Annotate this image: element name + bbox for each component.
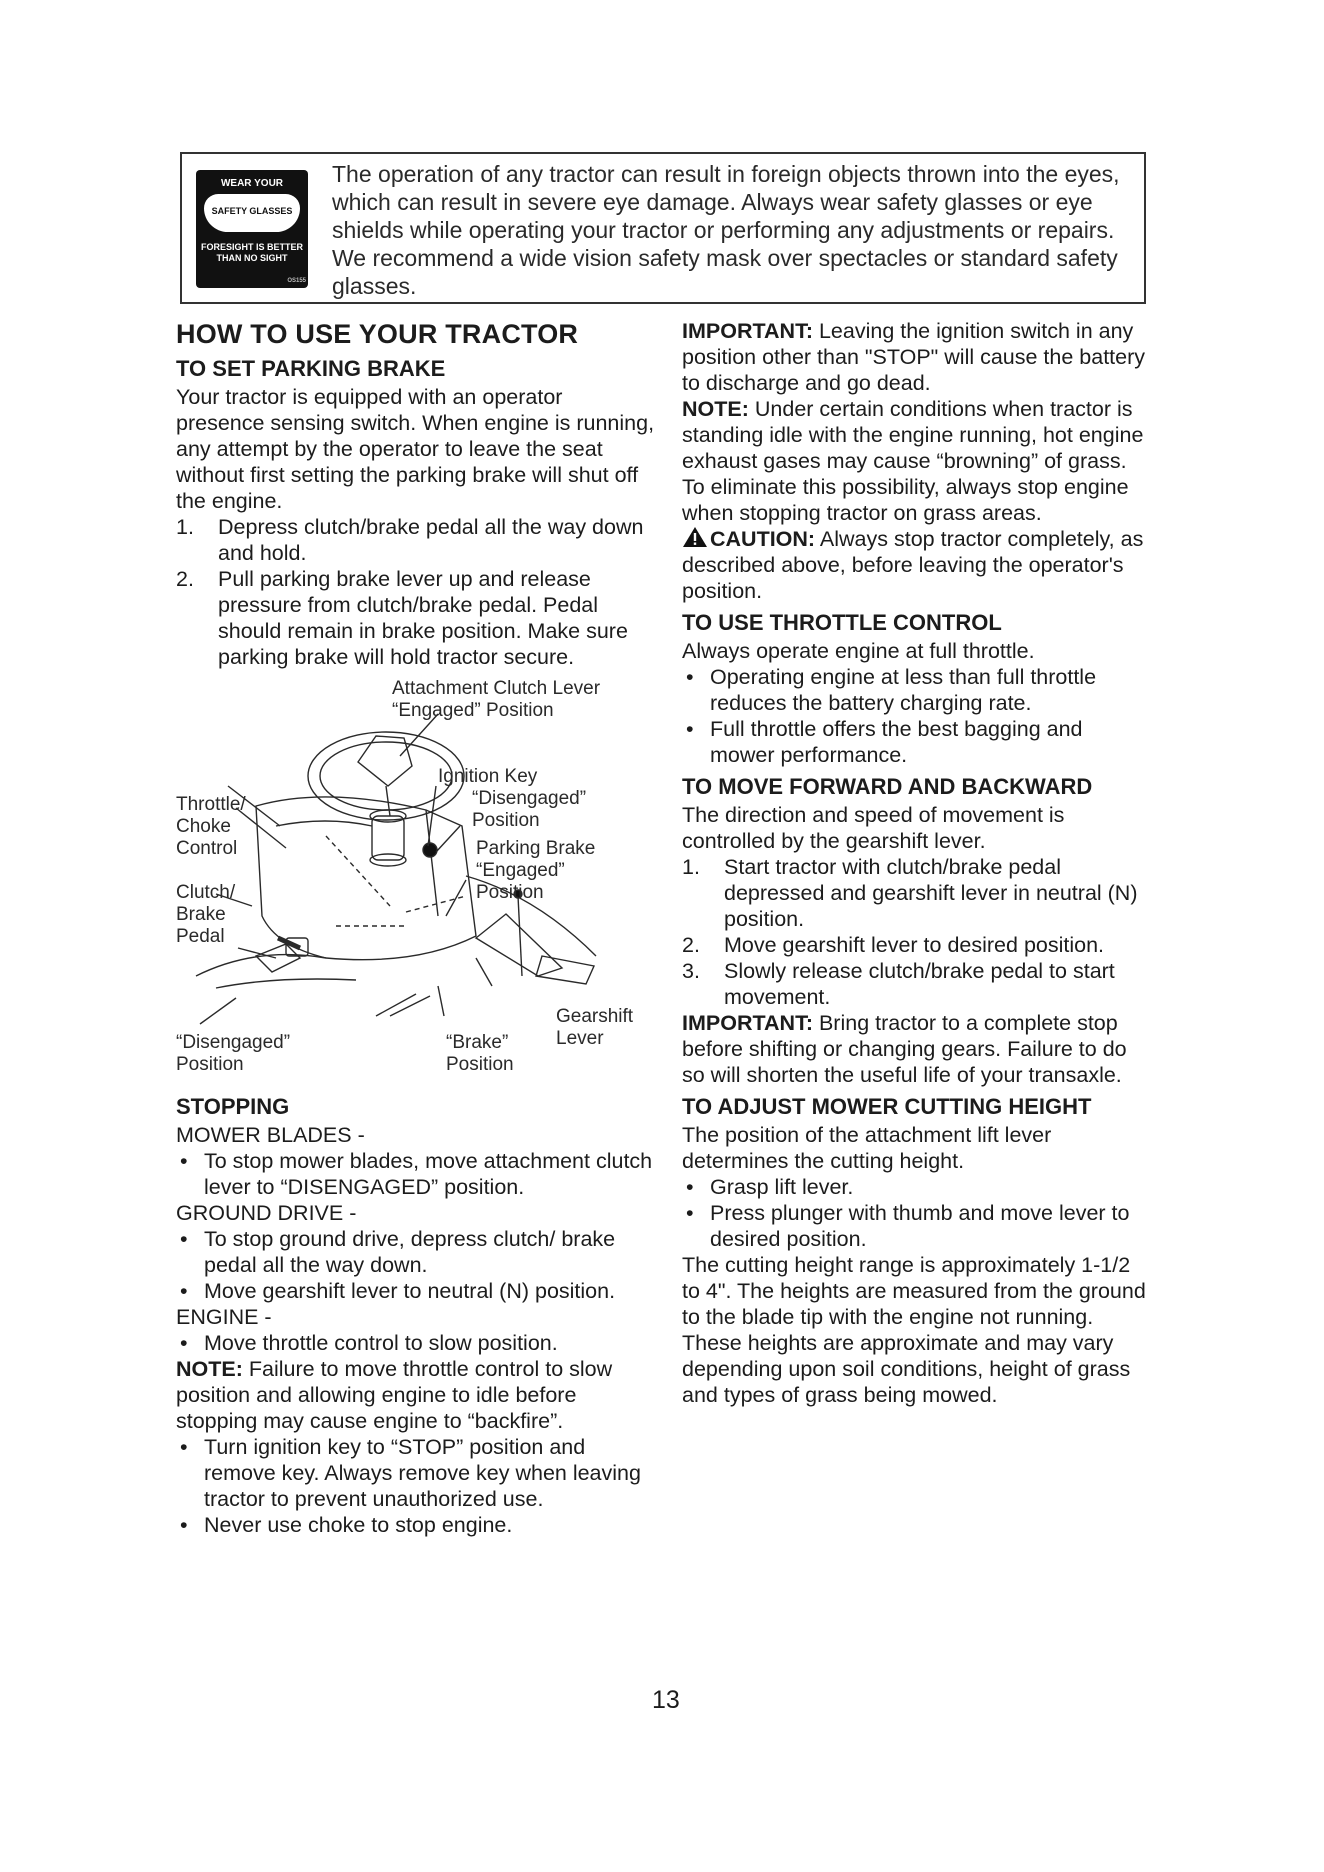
caution-text: Always stop tractor completely, as described above, before leaving the operator's position. — [682, 527, 1144, 603]
engine-label: ENGINE - — [176, 1305, 272, 1329]
bullet-item — [176, 1148, 656, 1200]
safety-banner — [180, 152, 1146, 304]
step-text: Pull parking brake lever up and release pressure from clutch/brake pedal. Pedal should remain in brake position. Make sure parking brake will hold tractor secure. — [218, 567, 628, 669]
move-intro: The direction and speed of movement is controlled by the gearshift lever. — [682, 803, 1065, 853]
note-text: Failure to move throttle control to slow position and allowing engine to idle before stopping may cause engine to “backfire”. — [176, 1357, 613, 1433]
important-label: IMPORTANT: — [682, 1011, 813, 1035]
bullet-text: To stop mower blades, move attachment clutch lever to “DISENGAGED” position. — [204, 1149, 653, 1199]
bullet-text: To stop ground drive, depress clutch/ brake pedal all the way down. — [204, 1227, 616, 1277]
bullet-text: Full throttle offers the best bagging and mower performance. — [710, 717, 1083, 767]
label-engaged-position: “Engaged” Position — [392, 700, 554, 721]
stopping-heading: STOPPING — [176, 1094, 290, 1119]
move-step-2 — [682, 932, 1152, 958]
note-label: NOTE: — [176, 1357, 243, 1381]
bullet-dot: • — [180, 1331, 188, 1355]
parking-step-2 — [176, 566, 656, 670]
throttle-heading: TO USE THROTTLE CONTROL — [682, 610, 1002, 635]
label-brake-state: “Brake” — [446, 1032, 509, 1053]
bullet-item — [176, 1278, 656, 1304]
bullet-item — [682, 1200, 1152, 1252]
step-number: 2. — [176, 567, 194, 591]
label-ignition-key: Ignition Key — [438, 766, 538, 787]
bullet-text: Press plunger with thumb and move lever to desired position. — [710, 1201, 1130, 1251]
bullet-dot: • — [686, 1175, 694, 1199]
left-column — [176, 318, 656, 1538]
label-pedal: Pedal — [176, 926, 225, 947]
label-pedal-disengaged-position: Position — [176, 1054, 244, 1075]
label-gearshift: Gearshift — [556, 1006, 634, 1027]
move-step-1 — [682, 854, 1152, 932]
step-text: Slowly release clutch/brake pedal to start movement. — [724, 959, 1115, 1009]
step-text: Start tractor with clutch/brake pedal depressed and gearshift lever in neutral (N) position. — [724, 855, 1138, 931]
bullet-dot: • — [180, 1435, 188, 1459]
bullet-text: Move throttle control to slow position. — [204, 1331, 558, 1355]
bullet-text: Move gearshift lever to neutral (N) position. — [204, 1279, 616, 1303]
step-number: 3. — [682, 959, 700, 983]
step-number: 1. — [176, 515, 194, 539]
label-ignition-disengaged: “Disengaged” — [472, 788, 587, 809]
bullet-dot: • — [180, 1149, 188, 1173]
parking-step-1 — [176, 514, 656, 566]
right-column — [682, 318, 1152, 1408]
throttle-intro: Always operate engine at full throttle. — [682, 639, 1035, 663]
caution-label: CAUTION: — [710, 527, 816, 551]
bullet-dot: • — [686, 665, 694, 689]
badge-code: OS155 — [287, 278, 306, 284]
label-ignition-position: Position — [472, 810, 540, 831]
bullet-dot: • — [180, 1227, 188, 1251]
cutting-intro: The position of the attachment lift lever determines the cutting height. — [682, 1123, 1052, 1173]
bullet-item — [682, 1174, 1152, 1200]
important-ignition — [682, 318, 1152, 396]
bullet-dot: • — [180, 1513, 188, 1537]
bullet-item — [176, 1512, 656, 1538]
label-brake: Brake — [176, 904, 226, 925]
bullet-item — [682, 716, 1152, 768]
bullet-text: Operating engine at less than full throttle reduces the battery charging rate. — [710, 665, 1097, 715]
parking-brake-heading: TO SET PARKING BRAKE — [176, 356, 446, 381]
safety-glasses-badge — [196, 170, 308, 288]
label-parking-brake-engaged: “Engaged” — [476, 860, 565, 881]
bullet-text: Never use choke to stop engine. — [204, 1513, 513, 1537]
caution-paragraph — [682, 526, 1152, 604]
bullet-item — [176, 1434, 656, 1512]
label-parking-brake: Parking Brake — [476, 838, 596, 859]
safety-warning-text: The operation of any tractor can result in foreign objects thrown into the eyes, which can result in severe eye damage. Always wear safety glasses or eye shields while operating your tractor or performing any adjustments or repairs. We recommend a wide vision safety mask over spectacles or standard safety glasses. — [332, 161, 1120, 299]
important-label: IMPORTANT: — [682, 319, 813, 343]
stopping-note — [176, 1356, 656, 1434]
section-title: HOW TO USE YOUR TRACTOR — [176, 319, 579, 349]
ground-drive-label: GROUND DRIVE - — [176, 1201, 357, 1225]
label-control: Control — [176, 838, 238, 859]
label-lever: Lever — [556, 1028, 604, 1049]
tractor-controls-figure — [176, 676, 656, 1078]
move-step-3 — [682, 958, 1152, 1010]
parking-brake-intro: Your tractor is equipped with an operator presence sensing switch. When engine is running, any attempt by the operator to leave the seat without first setting the parking brake will shut off the engine. — [176, 385, 655, 513]
label-pedal-disengaged: “Disengaged” — [176, 1032, 291, 1053]
step-text: Depress clutch/brake pedal all the way down and hold. — [218, 515, 644, 565]
bullet-dot: • — [686, 1201, 694, 1225]
move-heading: TO MOVE FORWARD AND BACKWARD — [682, 774, 1093, 799]
step-text: Move gearshift lever to desired position. — [724, 933, 1105, 957]
bullet-text: Grasp lift lever. — [710, 1175, 854, 1199]
label-throttle: Throttle/ — [176, 794, 246, 815]
caution-icon — [682, 526, 708, 548]
label-attachment-clutch-lever: Attachment Clutch Lever — [392, 678, 601, 699]
bullet-dot: • — [686, 717, 694, 741]
cutting-outro: The cutting height range is approximately 1-1/2 to 4". The heights are measured from the ground to the blade tip with the engine not running. These heights are approximate and may vary depending upon soil conditions, height of grass and types of grass being mowed. — [682, 1253, 1146, 1407]
important-text: Leaving the ignition switch in any position other than "STOP" will cause the battery to discharge and go dead. — [682, 319, 1146, 395]
badge-line-2: SAFETY GLASSES — [211, 206, 293, 216]
badge-line-3: FORESIGHT IS BETTER THAN NO SIGHT — [200, 242, 303, 263]
bullet-text: Turn ignition key to “STOP” position and remove key. Always remove key when leaving tractor to prevent unauthorized use. — [204, 1435, 641, 1511]
badge-line-1: WEAR YOUR — [220, 178, 284, 189]
note-text: Under certain conditions when tractor is standing idle with the engine running, hot engine exhaust gases may cause “browning” of grass. To eliminate this possibility, always stop engine when stopping tractor on grass areas. — [682, 397, 1144, 525]
label-clutch: Clutch/ — [176, 882, 236, 903]
bullet-item — [682, 664, 1152, 716]
note-label: NOTE: — [682, 397, 749, 421]
cutting-heading: TO ADJUST MOWER CUTTING HEIGHT — [682, 1094, 1092, 1119]
important-gears — [682, 1010, 1152, 1088]
page-number: 13 — [652, 1686, 680, 1714]
bullet-item — [176, 1330, 656, 1356]
label-choke: Choke — [176, 816, 231, 837]
step-number: 1. — [682, 855, 700, 879]
bullet-item — [176, 1226, 656, 1278]
label-parking-brake-position: Position — [476, 882, 544, 903]
important-text: Bring tractor to a complete stop before shifting or changing gears. Failure to do so will shorten the useful life of your transaxle. — [682, 1011, 1127, 1087]
step-number: 2. — [682, 933, 700, 957]
bullet-dot: • — [180, 1279, 188, 1303]
label-brake-position: Position — [446, 1054, 514, 1075]
mower-blades-label: MOWER BLADES - — [176, 1123, 365, 1147]
note-browning — [682, 396, 1152, 526]
